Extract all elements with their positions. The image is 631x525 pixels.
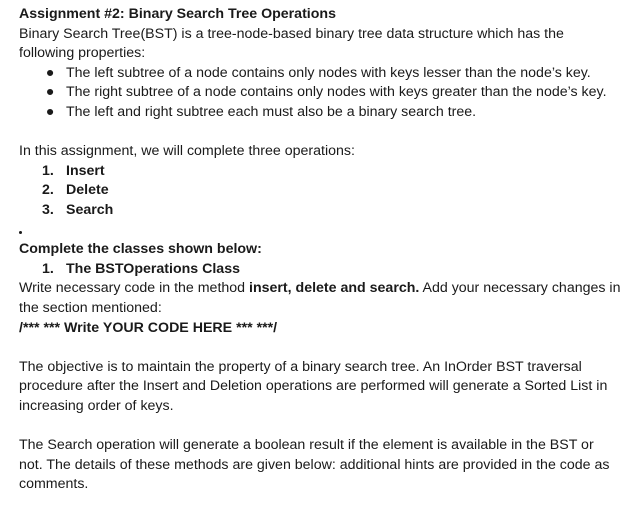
method-text-post: Add your necessary changes in the section mentioned: — [19, 280, 621, 316]
method-text-bold: insert, delete and search. — [249, 280, 420, 297]
property-text: The left subtree of a node contains only nodes with keys lesser than the node’s key. — [66, 64, 591, 81]
property-item — [43, 103, 621, 123]
property-item — [43, 64, 621, 84]
operations-intro: In this assignment, we will complete three operations: — [19, 143, 355, 160]
operation-number: 2. — [42, 182, 54, 199]
bullet-icon: ● — [45, 64, 55, 81]
code-marker: /*** *** Write YOUR CODE HERE *** ***/ — [19, 319, 278, 336]
bullet-icon: ● — [45, 84, 55, 101]
class-item — [42, 260, 621, 280]
dot-mark — [19, 231, 22, 234]
bst-properties-list — [19, 64, 621, 123]
bullet-icon: ● — [45, 103, 55, 120]
operations-list — [19, 162, 621, 221]
class-label: The BSTOperations Class — [66, 260, 240, 277]
complete-heading: Complete the classes shown below: — [19, 241, 262, 258]
method-instructions — [19, 279, 621, 318]
spacer — [19, 123, 621, 143]
operation-item — [42, 181, 621, 201]
spacer — [19, 338, 621, 358]
search-paragraph: The Search operation will generate a boolean result if the element is available in the BST or not. The details of these methods are given below: additional hints are provided in the code as comments. — [19, 437, 610, 493]
property-item — [43, 83, 621, 103]
objective-paragraph: The objective is to maintain the property of a binary search tree. An InOrder BST traversal procedure after the Insert and Deletion operations are performed will generate a Sorted List in increasing order of keys. — [19, 358, 608, 414]
operation-label: Search — [66, 201, 114, 218]
stray-dot — [19, 221, 621, 241]
class-number: 1. — [42, 260, 54, 277]
property-text: The right subtree of a node contains only nodes with keys greater than the node’s key. — [66, 84, 607, 101]
intro-paragraph: Binary Search Tree(BST) is a tree-node-based binary tree data structure which has the following properties: — [19, 25, 564, 62]
spacer — [19, 416, 621, 436]
operation-label: Delete — [66, 182, 109, 199]
operation-item — [42, 162, 621, 182]
assignment-title: Assignment #2: Binary Search Tree Operations — [19, 6, 336, 22]
operation-item — [42, 201, 621, 221]
property-text: The left and right subtree each must also be a binary search tree. — [66, 103, 477, 120]
operation-number: 1. — [42, 162, 54, 179]
classes-list — [19, 260, 621, 280]
operation-number: 3. — [42, 201, 54, 218]
operation-label: Insert — [66, 162, 105, 179]
method-text-pre: Write necessary code in the method — [19, 280, 250, 297]
